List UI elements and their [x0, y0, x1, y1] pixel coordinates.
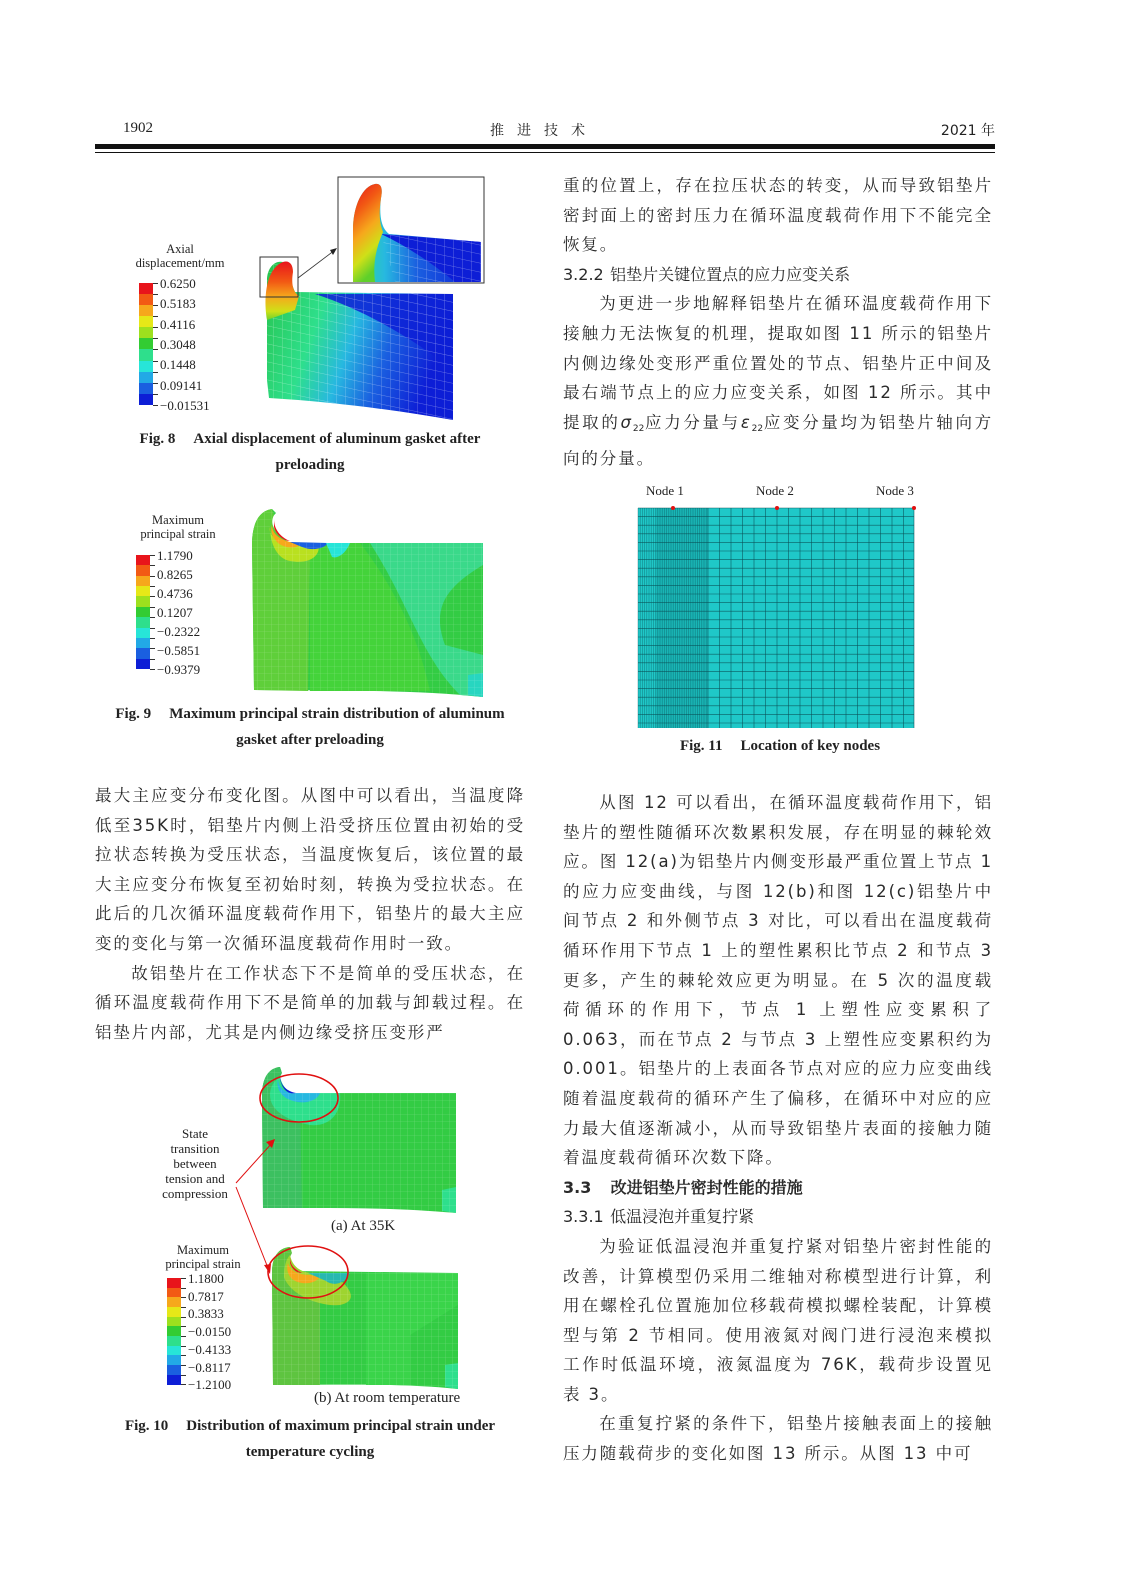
- fig10-legend-value: −1.2100: [188, 1377, 232, 1393]
- fig10-annotation-line4: tension and: [165, 1171, 225, 1186]
- section-3-3-1-title: 低温浸泡并重复拧紧: [610, 1207, 755, 1227]
- section-3-2-2-heading: [563, 260, 993, 290]
- fig9-legend-value: 0.4736: [157, 586, 193, 601]
- fig8-legend-title-line1: Axial: [166, 242, 194, 256]
- issue-year: 2021 年: [940, 123, 995, 139]
- sigma-subscript: 22: [632, 423, 645, 434]
- fig10-legend-title: [143, 1243, 263, 1271]
- right-paragraph-4: 为验证低温浸泡并重复拧紧对铝垫片密封性能的改善，计算模型仍采用二维轴对称模型进行计算，利用在螺栓孔位置施加位移载荷模拟螺栓装配，计算模型与第 2 节相同。使用液氮对阀门进行浸泡来模拟工作时低温环境，液氮温度为 76K，载荷步设置见表 3。: [563, 1236, 993, 1404]
- fig10b-contour-plot: [270, 1245, 470, 1395]
- section-3-3-title: 改进铝垫片密封性能的措施: [610, 1177, 803, 1197]
- fig10-legend-tick: [181, 1384, 186, 1385]
- right-paragraph-2-text-a: 为更进一步地解释铝垫片在循环温度载荷作用下接触力无法恢复的机理，提取如图 11 所示的铝垫片内侧边缘处变形严重位置处的节点、铝垫片正中间及最右端节点上的应力应变关系，如图 12 所示。其中提取的: [563, 294, 993, 432]
- fig8-legend-value: 0.5183: [160, 296, 196, 312]
- fig8-legend-value: 0.3048: [160, 336, 196, 352]
- fig10-legend-value: 1.1800: [188, 1271, 224, 1286]
- fig9-legend-value: −0.2322: [157, 624, 201, 639]
- fig10-legend-tick: [181, 1346, 186, 1347]
- fig10-legend-swatch: [167, 1336, 181, 1346]
- fig9-legend-title-line2: principal strain: [140, 527, 216, 541]
- fig10-caption-line1: Distribution of maximum principal strain under: [186, 1418, 496, 1434]
- node-1-marker: [671, 506, 675, 510]
- fig8-caption-line2: preloading: [275, 457, 345, 473]
- fig8-caption-label: Fig. 8: [139, 431, 176, 447]
- fig10-legend-swatch: [167, 1355, 181, 1365]
- fig10-legend-title-line2: principal strain: [165, 1257, 241, 1271]
- fig9-legend-value: −0.5851: [157, 643, 201, 658]
- fig8-legend-value: 0.4116: [160, 316, 196, 332]
- fig10-legend-value: 0.7817: [188, 1288, 224, 1304]
- right-paragraph-3: 从图 12 可以看出，在循环温度载荷作用下，铝垫片的塑性随循环次数累积发展，存在明显的棘轮效应。图 12(a)为铝垫片内侧变形最严重位置上节点 1 的应力应变曲线，与图 12(b)和图 12(c)铝垫片中间节点 2 和外侧节点 3 对比，可以看出在温度载荷循环作用下节点 1 上的塑性累积比节点 2 和节点 3 更多，产生的棘轮效应更为明显。在 5 次的温度载荷循环的作用下，节点 1 上塑性应变累积了 0.063，而在节点 2 与节点 3 上塑性应变累积约为 0.001。铝垫片的上表面各节点对应的应力应变曲线随着温度载荷的循环产生了偏移，在循环中对应的应力最大值逐渐减小，从而导致铝垫片表面的接触力随着温度载荷循环次数下降。: [563, 793, 993, 1168]
- fig9-legend-value: −0.9379: [157, 662, 201, 677]
- right-paragraph-5: 在重复拧紧的条件下，铝垫片接触表面上的接触压力随载荷步的变化如图 13 所示。从图 13 中可: [563, 1414, 993, 1464]
- fig8-legend-value: −0.01531: [160, 397, 210, 413]
- fig11-caption: [620, 733, 940, 759]
- fig10-legend-value: −0.0150: [188, 1324, 232, 1340]
- fig9-caption-line2: gasket after preloading: [236, 732, 384, 748]
- journal-name: 推进技术: [490, 123, 598, 139]
- fig10-legend-value: −0.4133: [188, 1341, 232, 1357]
- fig10-legend-tick: [181, 1288, 186, 1289]
- fig10-legend-tick: [181, 1297, 186, 1298]
- right-column-text-top: [563, 171, 993, 474]
- right-paragraph-1: 重的位置上，存在拉压状态的转变，从而导致铝垫片密封面上的密封压力在循环温度载荷作用下不能完全恢复。: [563, 176, 993, 255]
- right-paragraph-2-text-c: 应变分量均为铝垫片轴向方向的分量。: [563, 412, 994, 469]
- fig8-legend-value: 0.1448: [160, 357, 196, 373]
- node-1-label: Node 1: [646, 483, 684, 498]
- fig11-caption-text: Location of key nodes: [740, 738, 881, 754]
- fig10-legend-swatch: [167, 1278, 181, 1288]
- epsilon-symbol: ε: [740, 412, 752, 432]
- fig10-annotation-line3: between: [173, 1156, 217, 1171]
- fig10-legend-tick: [181, 1326, 186, 1327]
- right-column-text-bottom: [563, 788, 993, 1469]
- section-3-2-2-title: 铝垫片关键位置点的应力应变关系: [610, 264, 851, 284]
- fig9-legend-value: 0.8265: [157, 567, 193, 582]
- fig10-caption: [90, 1413, 530, 1465]
- fig10-legend-tick: [181, 1375, 186, 1376]
- fig10-legend-swatch: [167, 1297, 181, 1307]
- fig10-legend-swatch: [167, 1288, 181, 1298]
- fig10-legend-tick: [181, 1307, 186, 1308]
- page-number: 1902: [123, 120, 153, 136]
- fig9-legend-title-line1: Maximum: [151, 513, 205, 527]
- fig9-legend-value: 1.1790: [157, 548, 193, 563]
- fig9-caption-line1: Maximum principal strain distribution of aluminum: [169, 706, 505, 722]
- fig10-annotation-line2: transition: [170, 1141, 220, 1156]
- fig10-annotation-line5: compression: [162, 1186, 228, 1201]
- fig10-legend-tick: [181, 1278, 186, 1279]
- section-3-3-1-number: 3.3.1: [563, 1207, 604, 1227]
- fig10-annotation-line1: State: [182, 1126, 208, 1141]
- fig11-caption-label: Fig. 11: [679, 738, 723, 754]
- fig10-legend-tick: [181, 1317, 186, 1318]
- fig9-caption-label: Fig. 9: [115, 706, 152, 722]
- fig8-caption-line1: Axial displacement of aluminum gasket after: [193, 431, 481, 447]
- epsilon-subscript: 22: [751, 423, 764, 434]
- fig10-legend-swatch: [167, 1326, 181, 1336]
- right-paragraph-2-text-b: 应力分量与: [644, 412, 741, 432]
- fig11-mesh-plot: [638, 506, 920, 730]
- left-paragraph-2: 故铝垫片在工作状态下不是简单的受压状态，在循环温度载荷作用下不是简单的加载与卸载过程。在铝垫片内部，尤其是内侧边缘受挤压变形严: [95, 963, 525, 1042]
- fig8-legend-value: 0.6250: [160, 276, 196, 291]
- fig8-legend-value: 0.09141: [160, 377, 203, 393]
- fig10-legend-swatch: [167, 1346, 181, 1356]
- left-paragraph-1: 最大主应变分布变化图。从图中可以看出，当温度降低至35K时，铝垫片内侧上沿受挤压位置由初始的受拉状态转换为受压状态，当温度恢复后，该位置的最大主应变分布恢复至初始时刻，转换为受拉状态。在此后的几次循环温度载荷作用下，铝垫片的最大主应变的变化与第一次循环温度载荷作用时一致。: [95, 786, 525, 953]
- node-3-marker: [912, 506, 916, 510]
- sigma-symbol: σ: [620, 412, 633, 432]
- fig10-legend-tick: [181, 1365, 186, 1366]
- fig10-legend-swatch: [167, 1317, 181, 1327]
- node-2-label: Node 2: [756, 483, 794, 498]
- fig10-subcaption-a: (a) At 35K: [331, 1218, 396, 1234]
- fig10-legend-tick: [181, 1336, 186, 1337]
- section-3-2-2-number: 3.2.2: [563, 264, 604, 284]
- fig10-caption-label: Fig. 10: [124, 1418, 169, 1434]
- fig10-caption-line2: temperature cycling: [245, 1444, 375, 1460]
- right-paragraph-2: [563, 289, 993, 474]
- section-3-3-heading: [563, 1173, 993, 1203]
- section-3-3-1-heading: [563, 1202, 993, 1232]
- section-3-3-number: 3.3: [563, 1177, 592, 1197]
- fig10-legend-title-line1: Maximum: [176, 1243, 230, 1257]
- fig10-legend-swatch: [167, 1375, 181, 1385]
- fig10-legend-tick: [181, 1355, 186, 1356]
- fig9-legend-value: 0.1207: [157, 605, 193, 620]
- node-3-label: Node 3: [876, 483, 914, 498]
- fig10-legend-value: 0.3833: [188, 1306, 224, 1322]
- node-2-marker: [775, 506, 779, 510]
- fig10-subcaption-b: (b) At room temperature: [314, 1390, 461, 1406]
- fig10-legend-value: −0.8117: [188, 1359, 231, 1375]
- fig10-legend-swatch: [167, 1307, 181, 1317]
- fig8-legend-title-line2: displacement/mm: [135, 256, 225, 270]
- fig10-legend-swatch: [167, 1365, 181, 1375]
